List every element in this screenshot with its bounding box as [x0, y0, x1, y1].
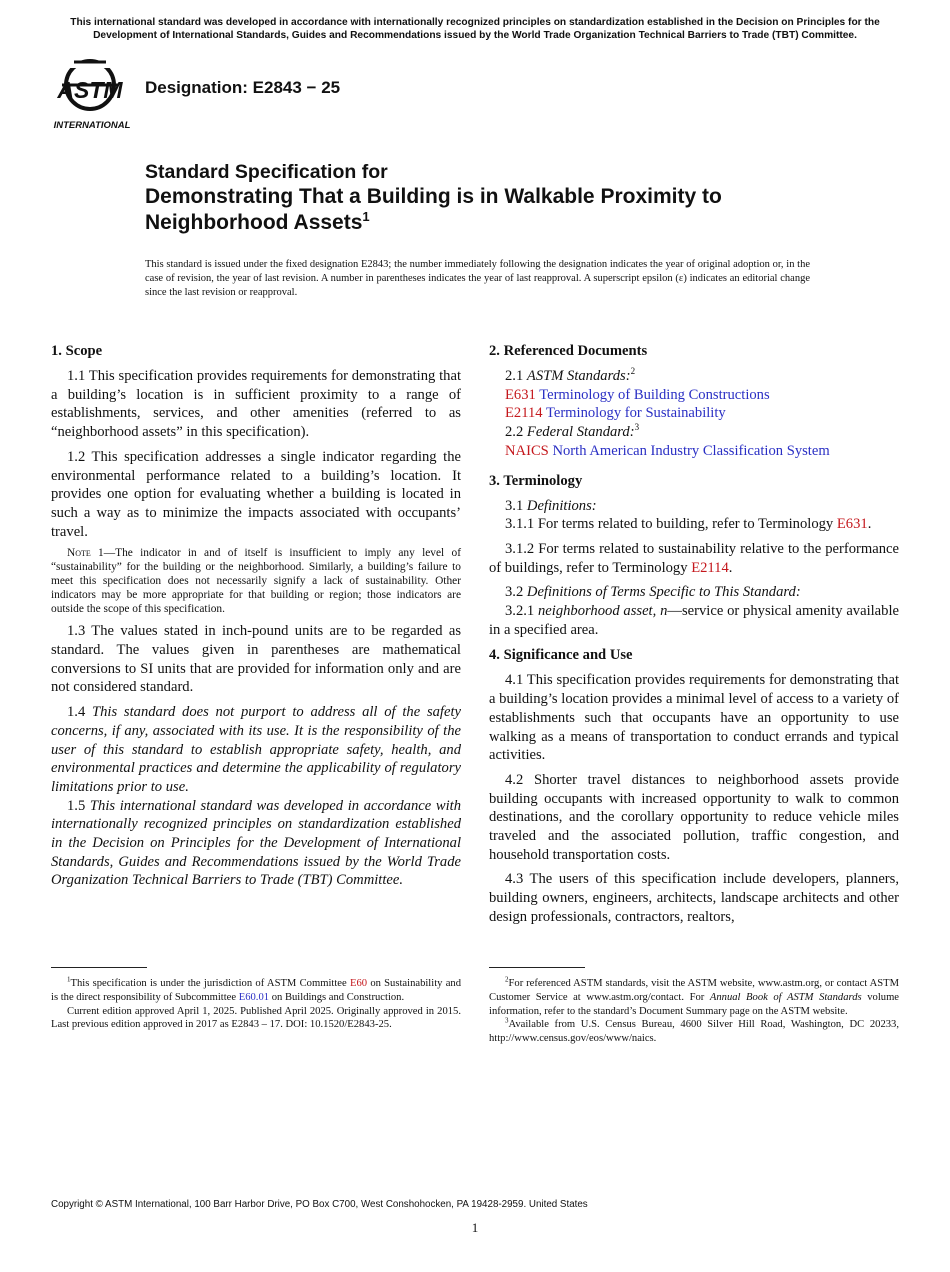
title-line3-text: Neighborhood Assets: [145, 211, 363, 234]
footnote-mark-3: 3: [634, 422, 640, 433]
link-e60[interactable]: E60: [349, 978, 368, 989]
para-3-1-num: 3.1: [505, 497, 524, 514]
footnote-2: [489, 977, 899, 1018]
note-1-text: —The indicator in and of itself is insufficient to imply any level of “sustainability” for the building or the neighborhood. Similarly, a building’s failure to meet this specification does not necessarily signify a lack of sustainability. Other indicators may be more appropriate for that building or region; those indicators are outside the scope of this specification.: [51, 547, 461, 615]
top-notice: [40, 16, 910, 42]
right-column: [489, 341, 899, 927]
para-1-5: [51, 797, 461, 891]
footnote-3-text: Available from U.S. Census Bureau, 4600 Silver Hill Road, Washington, DC 20233, http://www.census.gov/eos/www/naics.: [489, 1019, 899, 1045]
federal-standard-num: 2.2: [505, 424, 524, 441]
terminology-heading: 3. Terminology: [489, 472, 583, 489]
footnote-mark-2: 2: [630, 366, 636, 377]
para-1-2: 1.2 This specification addresses a single indicator regarding the environmental performance related to a building’s location. It provides one option for evaluating whether a building is located in such a way as to minimize the impacts associated with occupants’ travel.: [51, 448, 461, 540]
title-footnote-mark: 1: [362, 209, 370, 224]
footnote-3-num: 3: [505, 1016, 509, 1025]
footnote-1-edition: Current edition approved April 1, 2025. Published April 2025. Originally approved in 2015. Last previous edition approved in 2017 as E2843 – 17. DOI: 10.1520/E2843-25.: [51, 1005, 461, 1031]
para-3-1-2-text: 3.1.2 For terms related to sustainability relative to the performance of buildings, refer to Terminology: [489, 540, 899, 576]
footnote-3: [489, 1018, 899, 1046]
footnote-2-b: volume information, refer to the standard’s Document Summary page on the ASTM website.: [489, 991, 900, 1017]
para-3-2-1-text: —service or physical amenity available in a specified area.: [489, 603, 899, 638]
ref-e631[interactable]: [489, 386, 899, 405]
para-4-3: 4.3 The users of this specification include developers, planners, building owners, engineers, architects, landscape architects and other design professionals, contractors, realtors,: [489, 871, 899, 925]
para-1-5-num: 1.5: [67, 797, 86, 814]
footnote-1: [51, 977, 461, 1005]
footnote-2-italic: Annual Book of ASTM Standards: [709, 991, 862, 1003]
para-1-5-text: This international standard was developed in accordance with internationally recognized principles on standardization established in the Decision on Principles for the Development of International Standards, Guides and Recommendations issued by the World Trade Organization Technical Barriers to Trade (TBT) Committee.: [51, 797, 462, 889]
footnote-rule-right: [489, 967, 585, 968]
issuance-statement: This standard is issued under the fixed designation E2843; the number immediately following the designation indicates the year of original adoption or, in the case of revision, the year of last revision. A number in parentheses indicates the year of last reapproval. A superscript epsilon (ε) indicates an editorial change since the last revision or reapproval.: [145, 259, 810, 298]
para-1-4-num: 1.4: [67, 704, 86, 721]
footnotes-right: [489, 977, 899, 1046]
note-1-label: Note 1: [67, 547, 104, 560]
para-3-2-1-term: neighborhood asset, n: [538, 603, 668, 620]
para-3-1-1: 3.1.1 For terms related to building, refer to Terminology E631.: [505, 516, 872, 533]
para-3-1-1-text: 3.1.1 For terms related to building, refer to Terminology: [505, 516, 834, 533]
logo-mark: ASTM: [57, 77, 123, 103]
top-notice-line1: This international standard was developed in accordance with internationally recognized principles on standardization established in the Decision on Principles for the: [70, 17, 880, 28]
copyright: Copyright © ASTM International, 100 Barr Harbor Drive, PO Box C700, West Conshohocken, PA 19428-2959. United States: [51, 1199, 588, 1210]
astm-standards-num: 2.1: [505, 368, 524, 384]
federal-standard-label: [489, 423, 899, 442]
para-4-2: 4.2 Shorter travel distances to neighborhood assets provide building occupants with increased opportunity to walk to common destinations, and the corollary opportunity to reduce vehicle miles traveled and the associated pollution, traffic congestion, and household transportation costs.: [489, 771, 899, 863]
link-e6001[interactable]: E60.01: [238, 991, 270, 1003]
footnote-1-a: This specification is under the jurisdiction of ASTM Committee: [70, 978, 347, 989]
para-3-1-2: 3.1.2 For terms related to sustainability relative to the performance of buildings, refer to Terminology E2114.: [489, 540, 899, 576]
para-1-4-text: This standard does not purport to address all of the safety concerns, if any, associated with its use. It is the responsibility of the user of this standard to establish appropriate safety, health, and environmental practices and determine the applicability of regulatory limitations prior to use.: [51, 704, 461, 795]
para-3-2-1: [489, 602, 899, 639]
significance-heading: 4. Significance and Use: [489, 647, 633, 664]
scope-heading: 1. Scope: [51, 343, 103, 359]
title-line3: [145, 210, 865, 236]
astm-standards-text: ASTM Standards:: [526, 368, 631, 384]
ref-e631-code[interactable]: E631: [505, 386, 536, 403]
para-3-2-text: Definitions of Terms Specific to This Standard:: [526, 584, 801, 601]
para-3-2: [489, 583, 899, 602]
ref-e2114-code[interactable]: E2114: [505, 405, 543, 422]
astm-logo: [52, 55, 136, 135]
para-3-1-1-link[interactable]: E631: [836, 516, 868, 533]
footnote-rule-left: [51, 967, 147, 968]
ref-e2114-title[interactable]: Terminology for Sustainability: [545, 405, 726, 422]
page-number: 1: [471, 1220, 479, 1235]
para-3-2-num: 3.2: [505, 584, 524, 601]
title-line2: Demonstrating That a Building is in Walkable Proximity to: [145, 185, 722, 208]
footnote-1-b: on Sustainability and is the direct responsibility of Subcommittee: [51, 978, 461, 1003]
footnote-2-a: For referenced ASTM standards, visit the ASTM website, www.astm.org, or contact ASTM Customer Service at www.astm.org/contact. For: [489, 978, 899, 1003]
footnote-2-num: 2: [505, 975, 509, 984]
federal-standard-text: Federal Standard:: [526, 424, 635, 441]
title-line1: Standard Specification for: [145, 161, 388, 183]
left-column: [51, 341, 461, 896]
ref-e631-title[interactable]: Terminology of Building Constructions: [539, 386, 770, 403]
para-3-1-text: Definitions:: [526, 497, 597, 514]
para-1-4: [51, 703, 461, 797]
para-3-1-2-link[interactable]: E2114: [691, 559, 729, 576]
footnote-1-num: 1: [67, 975, 71, 984]
logo-sub: INTERNATIONAL: [53, 120, 131, 131]
page-title: [145, 160, 865, 236]
designation: Designation: E2843 − 25: [145, 78, 341, 97]
ref-naics-code[interactable]: NAICS: [505, 442, 549, 459]
para-3-2-1-num: 3.2.1: [505, 603, 535, 620]
ref-naics-title[interactable]: North American Industry Classification System: [552, 442, 830, 459]
para-1-1: 1.1 This specification provides requirements for demonstrating that a building’s location is in sufficient proximity to a range of establishments, services, and other amenities (referred to as “neighborhood assets” in this specification).: [51, 368, 461, 441]
para-4-1: 4.1 This specification provides requirements for demonstrating that a building’s location provides a minimal level of access to a variety of establishments such that occupants have an opportunity to use walking as a means of transportation to conduct errands and typical activities.: [489, 672, 899, 764]
footnotes-left: [51, 977, 461, 1032]
top-notice-line2: Development of International Standards, Guides and Recommendations issued by the World Trade Organization Technical Barriers to Trade (TBT) Committee.: [93, 30, 857, 41]
note-1: [51, 547, 461, 616]
astm-standards-label: [489, 367, 899, 386]
ref-e2114[interactable]: [489, 404, 899, 423]
para-3-1: [489, 497, 899, 516]
ref-naics[interactable]: [489, 442, 899, 461]
footnote-1-c: on Buildings and Construction.: [271, 991, 405, 1003]
referenced-docs-heading: 2. Referenced Documents: [489, 343, 648, 359]
para-1-3: 1.3 The values stated in inch-pound units are to be regarded as standard. The values given in parentheses are mathematical conversions to SI units that are provided for information only and are not considered standard.: [51, 623, 461, 696]
